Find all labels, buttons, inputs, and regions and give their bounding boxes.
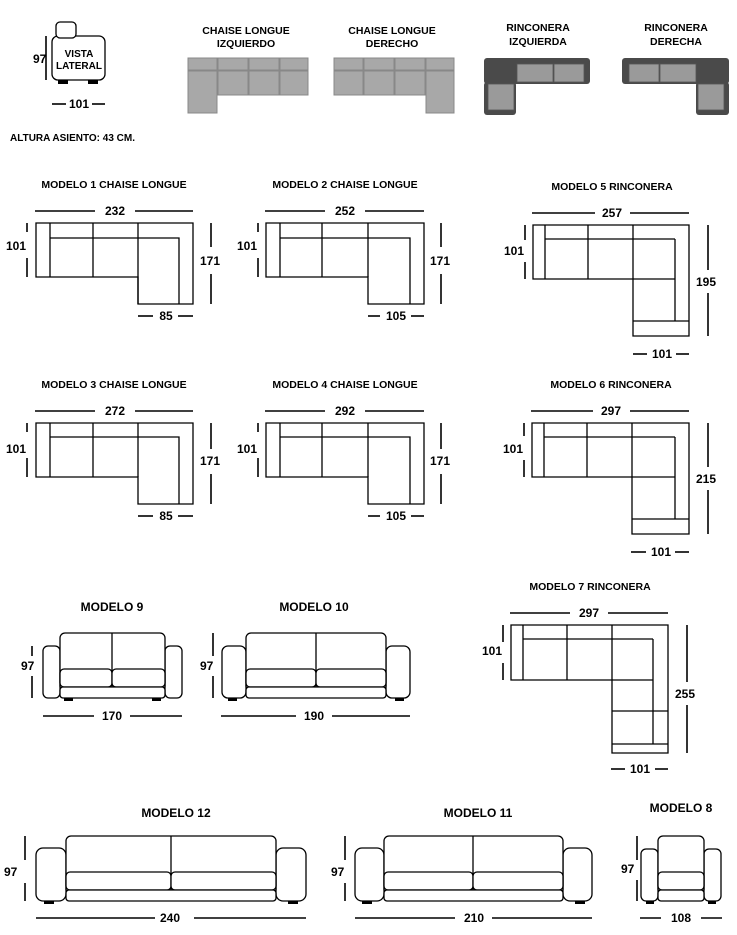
model-11-height: 97: [331, 865, 345, 879]
legend-chaise-left-title-1: CHAISE LONGUE: [202, 25, 290, 37]
legend-corner-left-title-1: RINCONERA: [506, 22, 570, 34]
legend-corner-right-title-2: DERECHA: [650, 36, 702, 48]
model-10-width: 190: [303, 709, 325, 723]
model-4-width: 292: [334, 404, 356, 418]
model-9-height: 97: [21, 659, 35, 673]
side-view-foot-right: [88, 80, 98, 84]
model-11-width: 210: [463, 911, 485, 925]
model-6-length: 215: [696, 472, 717, 486]
model-4-chaise: 105: [385, 509, 407, 523]
model-6-title: MODELO 6 RINCONERA: [550, 379, 672, 391]
model-8-height: 97: [621, 862, 635, 876]
model-6-corner: 101: [650, 545, 672, 559]
legend-chaise-right-title-2: DERECHO: [365, 38, 419, 50]
side-view-back: [56, 22, 76, 38]
model-2-title: MODELO 2 CHAISE LONGUE: [272, 179, 418, 191]
model-4: [237, 379, 450, 523]
model-9-title: MODELO 9: [80, 600, 144, 614]
model-3-width: 272: [104, 404, 126, 418]
model-3: [6, 379, 220, 523]
side-view-label-2: LATERAL: [56, 61, 102, 72]
legend-corner-right: [622, 22, 729, 115]
model-7-title: MODELO 7 RINCONERA: [529, 581, 651, 593]
legend-corner-left-title-2: IZQUIERDA: [509, 36, 567, 48]
model-2-length: 171: [430, 254, 451, 268]
model-1-depth: 101: [6, 239, 27, 253]
side-view-height: 97: [33, 52, 47, 66]
model-8-width: 108: [670, 911, 692, 925]
model-1-chaise: 85: [159, 309, 173, 323]
model-5-length: 195: [696, 275, 717, 289]
model-8: [621, 801, 722, 925]
model-5-depth: 101: [504, 244, 525, 258]
legend-corner-left: [484, 22, 590, 115]
model-7-depth: 101: [482, 644, 503, 658]
model-1-length: 171: [200, 254, 221, 268]
model-3-depth: 101: [6, 442, 27, 456]
model-7-length: 255: [675, 687, 696, 701]
model-9-width: 170: [101, 709, 123, 723]
model-12-height: 97: [4, 865, 18, 879]
model-5: [504, 181, 716, 361]
model-6-width: 297: [600, 404, 622, 418]
model-2-chaise: 105: [385, 309, 407, 323]
model-11: [331, 806, 592, 925]
model-5-title: MODELO 5 RINCONERA: [551, 181, 673, 193]
legend-chaise-left: [188, 25, 308, 113]
model-3-chaise: 85: [159, 509, 173, 523]
model-10-height: 97: [200, 659, 214, 673]
model-10-title: MODELO 10: [279, 600, 349, 614]
model-12-title: MODELO 12: [141, 806, 211, 820]
side-view-label-1: VISTA: [64, 49, 94, 60]
side-view-foot-left: [58, 80, 68, 84]
legend-corner-right-title-1: RINCONERA: [644, 22, 708, 34]
model-8-title: MODELO 8: [649, 801, 713, 815]
legend-chaise-right: [334, 25, 454, 113]
model-5-width: 257: [601, 206, 623, 220]
model-12-width: 240: [159, 911, 181, 925]
model-3-length: 171: [200, 454, 221, 468]
model-6: [503, 379, 716, 559]
model-7-corner: 101: [629, 762, 651, 776]
legend-chaise-right-title-1: CHAISE LONGUE: [348, 25, 436, 37]
model-1: [6, 179, 220, 323]
model-1-title: MODELO 1 CHAISE LONGUE: [41, 179, 187, 191]
model-3-title: MODELO 3 CHAISE LONGUE: [41, 379, 187, 391]
model-2-width: 252: [334, 204, 356, 218]
model-11-title: MODELO 11: [443, 806, 513, 820]
model-12: [4, 806, 306, 925]
model-7: [482, 581, 695, 776]
model-7-width: 297: [578, 606, 600, 620]
model-2: [237, 179, 450, 323]
legend-chaise-left-title-2: IZQUIERDO: [216, 38, 276, 50]
model-4-length: 171: [430, 454, 451, 468]
model-4-depth: 101: [237, 442, 258, 456]
model-4-title: MODELO 4 CHAISE LONGUE: [272, 379, 418, 391]
model-6-depth: 101: [503, 442, 524, 456]
seat-height-note: ALTURA ASIENTO: 43 CM.: [10, 133, 136, 144]
model-10: [200, 600, 410, 723]
model-2-depth: 101: [237, 239, 258, 253]
side-view-width: 101: [68, 97, 90, 111]
model-9: [21, 600, 182, 723]
model-1-width: 232: [104, 204, 126, 218]
model-5-corner: 101: [651, 347, 673, 361]
side-view-legend: [33, 22, 105, 111]
